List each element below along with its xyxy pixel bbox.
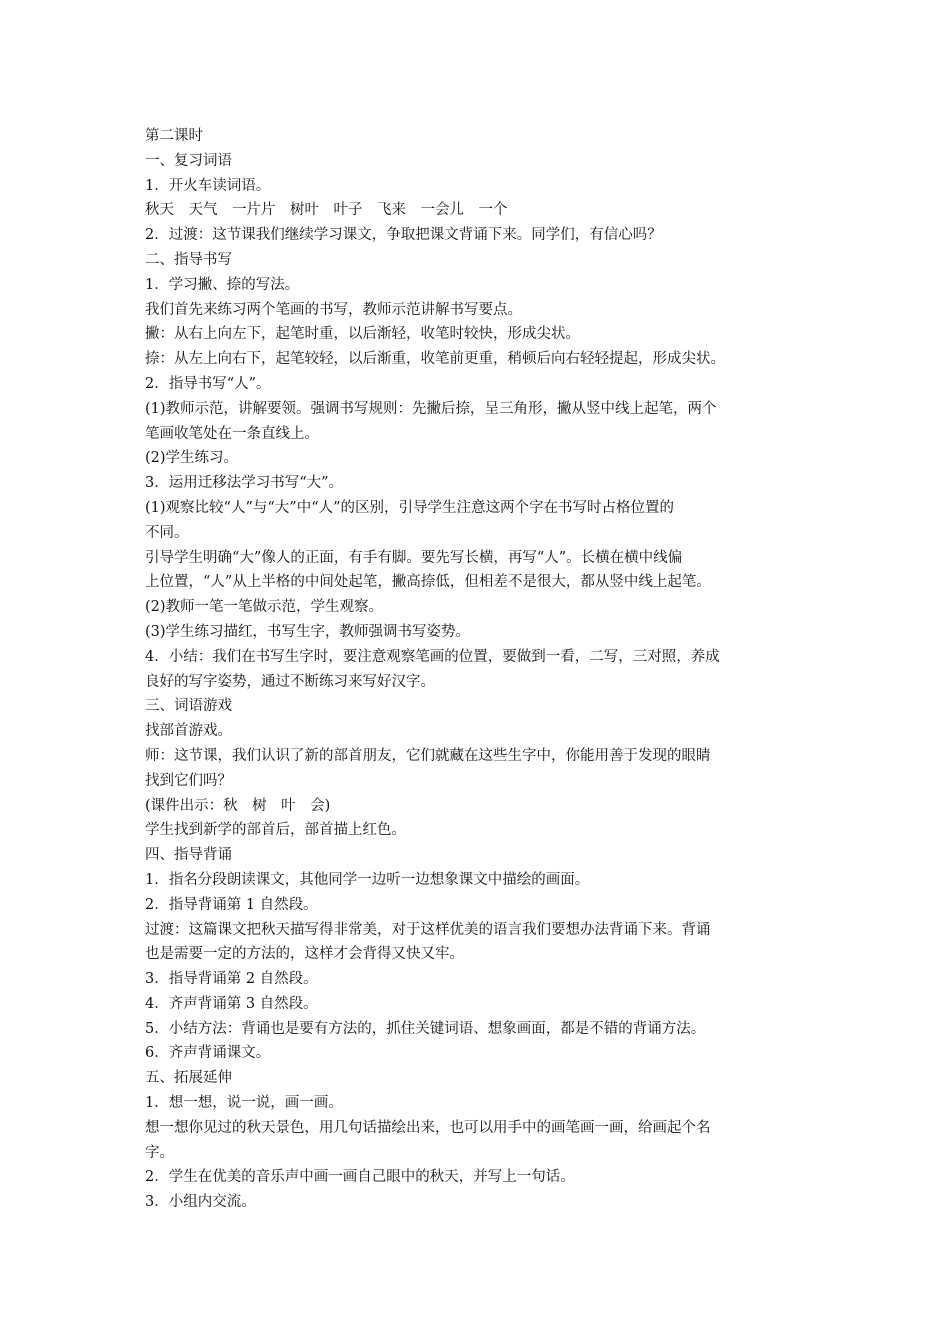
text-line: 4．齐声背诵第 3 自然段。 — [145, 995, 318, 1012]
document-page — [145, 124, 810, 1215]
text-line: 上位置，“人”从上半格的中间处起笔，撇高捺低，但相差不是很大，都从竖中线上起笔。 — [145, 574, 711, 591]
text-line: 6．齐声背诵课文。 — [145, 1045, 271, 1062]
text-line: 2．过渡：这节课我们继续学习课文，争取把课文背诵下来。同学们，有信心吗？ — [145, 227, 662, 244]
text-line: 找部首游戏。 — [145, 723, 232, 740]
text-line: 2．指导书写“人”。 — [145, 375, 271, 392]
text-line: 1．学习撇、捺的写法。 — [145, 276, 300, 293]
section-heading: 五、拓展延伸 — [145, 1070, 232, 1087]
text-line: (1)观察比较“人”与“大”中“人”的区别，引导学生注意这两个字在书写时占格位置的 — [145, 499, 675, 516]
courseware-line: (课件出示：秋 树 叶 会) — [145, 797, 331, 814]
text-line: 1．指名分段朗读课文，其他同学一边听一边想象课文中描绘的画面。 — [145, 871, 590, 888]
text-line: 2．学生在优美的音乐声中画一画自己眼中的秋天，并写上一句话。 — [145, 1169, 575, 1186]
section-heading: 一、复习词语 — [145, 152, 232, 169]
text-line: 字。 — [145, 1144, 174, 1161]
text-line: 良好的写字姿势，通过不断练习来写好汉字。 — [145, 673, 435, 690]
text-line: 1．开火车读词语。 — [145, 177, 271, 194]
text-line: 捺：从左上向右下，起笔较轻，以后渐重，收笔前更重，稍顿后向右轻轻提起，形成尖状。 — [145, 351, 725, 368]
section-heading: 三、词语游戏 — [145, 698, 232, 715]
text-line: (1)教师示范，讲解要领。强调书写规则：先撇后捺，呈三角形，撇从竖中线上起笔，两个 — [145, 400, 717, 417]
text-line: 师：这节课，我们认识了新的部首朋友，它们就藏在这些生字中，你能用善于发现的眼睛 — [145, 747, 711, 764]
text-line: (2)教师一笔一笔做示范，学生观察。 — [145, 599, 384, 616]
text-line: 撇：从右上向左下，起笔时重，以后渐轻，收笔时较快，形成尖状。 — [145, 326, 580, 343]
text-line: 也是需要一定的方法的，这样才会背得又快又牢。 — [145, 946, 464, 963]
text-line: 3．小组内交流。 — [145, 1194, 256, 1211]
text-line: 笔画收笔处在一条直线上。 — [145, 425, 319, 442]
text-line: 我们首先来练习两个笔画的书写，教师示范讲解书写要点。 — [145, 301, 522, 318]
text-line: 4．小结：我们在书写生字时，要注意观察笔画的位置，要做到一看，二写，三对照，养成 — [145, 648, 720, 665]
section-heading: 四、指导背诵 — [145, 847, 232, 864]
text-line: 5．小结方法：背诵也是要有方法的，抓住关键词语、想象画面，都是不错的背诵方法。 — [145, 1020, 706, 1037]
text-line: 想一想你见过的秋天景色，用几句话描绘出来，也可以用手中的画笔画一画，给画起个名 — [145, 1119, 711, 1136]
text-line: 3．运用迁移法学习书写“大”。 — [145, 475, 344, 492]
text-line: 1．想一想，说一说，画一画。 — [145, 1095, 343, 1112]
text-line: 3．指导背诵第 2 自然段。 — [145, 971, 318, 988]
text-line: 过渡：这篇课文把秋天描写得非常美，对于这样优美的语言我们要想办法背诵下来。背诵 — [145, 921, 711, 938]
text-line: (2)学生练习。 — [145, 450, 239, 467]
section-heading: 二、指导书写 — [145, 251, 232, 268]
text-line: 不同。 — [145, 524, 189, 541]
text-line: 找到它们吗？ — [145, 772, 232, 789]
text-line: 学生找到新学的部首后，部首描上红色。 — [145, 822, 406, 839]
text-line: 引导学生明确“大”像人的正面，有手有脚。要先写长横，再写“人”。长横在横中线偏 — [145, 549, 683, 566]
lesson-title: 第二课时 — [145, 128, 203, 144]
text-line: (3)学生练习描红，书写生字，教师强调书写姿势。 — [145, 623, 471, 640]
word-list: 秋天 天气 一片片 树叶 叶子 飞来 一会儿 一个 — [145, 202, 508, 219]
text-line: 2．指导背诵第 1 自然段。 — [145, 896, 318, 913]
